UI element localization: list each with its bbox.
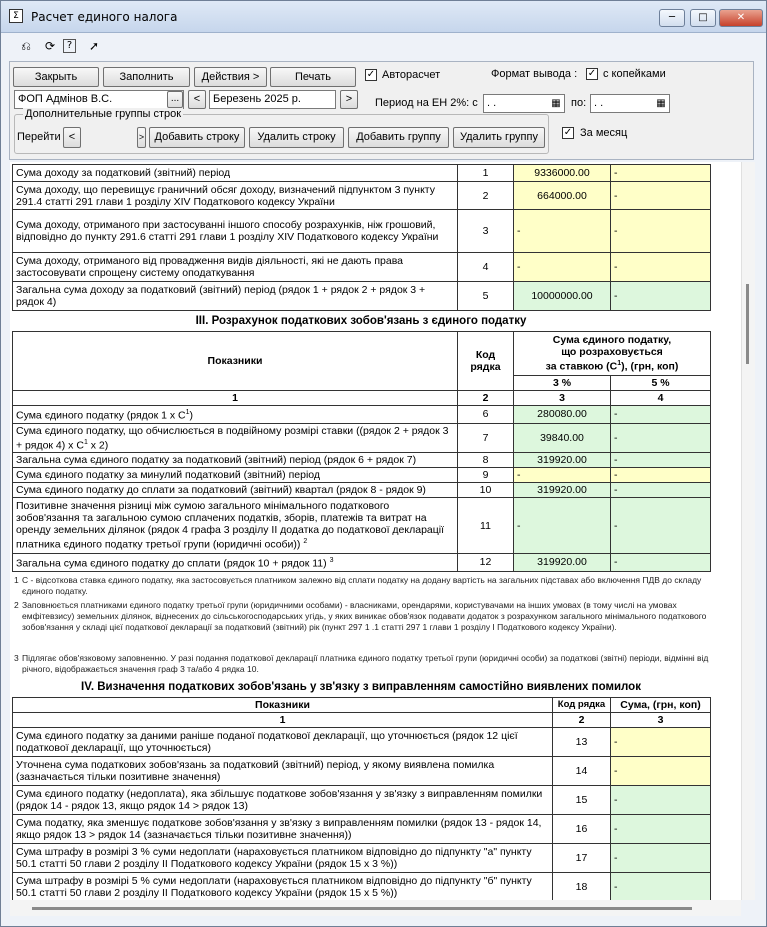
row-label: Сума податку, яка зменшує податкове зобов'язання у зв'язку з виправленням помилки (рядок 13 - рядок 14, якщо рядок 13 > рядок 14 (зазначається тільки позитивне значення)) (13, 815, 553, 844)
table-row (13, 728, 711, 757)
footnote-ref: 1 (185, 409, 190, 416)
row-code: 4 (458, 253, 514, 282)
row-label: Сума доходу за податковий (звітний) період (13, 165, 458, 182)
col-code-text: Код рядка (470, 349, 501, 373)
row-code: 13 (553, 728, 611, 757)
row-code: 5 (458, 282, 514, 311)
add-group-button[interactable]: Добавить группу (348, 127, 449, 148)
close-window-button[interactable]: ✕ (719, 9, 763, 27)
value-3pct-cell: 319920.00 (514, 483, 611, 498)
footnote-number: 3 (14, 653, 19, 663)
footnote-1 (12, 575, 710, 597)
row-code: 3 (458, 210, 514, 253)
footnote-text: Підлягає обов'язковому заповненню. У разі подання податкової декларації платника єдиного податку третьої групи (юридичні особи) за податкові (звітні) періоди, відмінні від річного, відображається значення граф 3 та/або 4 рядка 10. (22, 653, 709, 674)
table-row (13, 210, 711, 253)
row-label (13, 498, 458, 554)
footnote-number: 1 (14, 575, 19, 585)
value-3pct-cell: 319920.00 (514, 554, 611, 572)
col-number: 3 (514, 391, 611, 406)
row-code: 2 (458, 182, 514, 210)
vertical-scrollbar[interactable] (741, 162, 755, 900)
sum-cell: - (611, 786, 711, 815)
period-next-button[interactable]: > (340, 90, 358, 109)
period-field[interactable] (209, 90, 336, 109)
value-5pct-cell: - (611, 498, 711, 554)
tool-panel (9, 61, 754, 160)
row-code: 16 (553, 815, 611, 844)
row-label: Сума єдиного податку за даними раніше поданої податкової декларації, що уточнюється (рядок 12 цієї податкової декларації, що уточнюється) (13, 728, 553, 757)
to-label: по: (571, 97, 587, 109)
date-to-value: . . (594, 97, 604, 109)
row-label: Сума штрафу в розмірі 3 % суми недоплати (нараховується платником відповідно до підпункту "а" пункту 50.1 статті 50 глави 2 розділу ІІ Податкового кодексу України (рядок 15 х 3 %)) (13, 844, 553, 873)
row-code: 8 (458, 453, 514, 468)
row-label: Сума доходу, отриманого при застосуванні іншого способу розрахунків, ніж грошовий, відповідно до пункту 291.6 статті 291 глави 1 розділу XIV Податкового кодексу України (13, 210, 458, 253)
period-value: Березень 2025 р. (213, 93, 301, 105)
col-sum-line3b: ), (грн, коп) (621, 360, 679, 373)
kopecks-checkbox[interactable]: ✓ (587, 68, 597, 79)
calendar-icon[interactable]: ▦ (656, 98, 666, 109)
row-label (13, 406, 458, 424)
delete-row-button[interactable]: Удалить строку (249, 127, 344, 148)
help-icon[interactable]: ? (63, 39, 76, 53)
value-5pct-cell: - (611, 423, 711, 453)
sum-cell: - (611, 844, 711, 873)
row-label: Уточнена сума податкових зобов'язань за податковий (звітний) період, у якому виявлена помилка (зазначається тільки позитивне значення) (13, 757, 553, 786)
autocalc-checkbox[interactable]: ✓ (366, 69, 376, 80)
footnote-2 (12, 600, 710, 633)
redo-icon[interactable]: ⟳ (44, 39, 56, 53)
row-code: 17 (553, 844, 611, 873)
col-number: 4 (611, 391, 711, 406)
table-row (13, 483, 711, 498)
row-label-tail: х 2) (87, 439, 109, 451)
row-label (13, 554, 458, 572)
value-5pct-cell: - (611, 282, 711, 311)
monthly-checkbox[interactable]: ✓ (563, 127, 573, 138)
app-icon: Σ (9, 9, 23, 23)
row-code: 6 (458, 406, 514, 424)
value-3pct-cell[interactable]: - (514, 210, 611, 253)
table-row (13, 253, 711, 282)
col-sum-line2: що розраховується (561, 346, 663, 359)
section3-title: III. Розрахунок податкових зобов'язань з єдиного податку (195, 315, 527, 327)
col-sum-header (514, 332, 711, 376)
undo-icon[interactable]: ⎌ (21, 39, 31, 53)
value-5pct-cell: - (611, 483, 711, 498)
table-row (13, 815, 711, 844)
section4-title: IV. Визначення податкових зобов'язань у зв'язку з виправленням самостійно виявлених помилок (81, 681, 641, 693)
value-3pct-cell[interactable]: 9336000.00 (514, 165, 611, 182)
table-row (13, 406, 711, 424)
value-5pct-cell: - (611, 406, 711, 424)
col-number: 1 (13, 713, 553, 728)
actions-button[interactable]: Действия > (194, 67, 267, 87)
col-number: 1 (13, 391, 458, 406)
row-label: Сума доходу, отриманого від провадження видів діяльності, які не дають права застосовувати спрощену систему оподаткування (13, 253, 458, 282)
table-row (13, 165, 711, 182)
row-code: 1 (458, 165, 514, 182)
row-label (13, 423, 458, 453)
sum-cell: - (611, 873, 711, 901)
date-from-field[interactable] (483, 94, 565, 113)
table-row (13, 873, 711, 901)
row-label: Загальна сума єдиного податку за податковий (звітний) період (рядок 6 + рядок 7) (13, 453, 458, 468)
calendar-icon[interactable]: ▦ (551, 98, 561, 109)
row-label-tail: ) (189, 409, 194, 422)
add-row-button[interactable]: Добавить строку (149, 127, 245, 148)
value-3pct-cell: 319920.00 (514, 453, 611, 468)
table-row (13, 453, 711, 468)
row-label: Сума доходу, що перевищує граничний обсяг доходу, визначений підпунктом 3 пункту 291.4 статті 291 глави 1 розділу XIV Податкового кодексу України (13, 182, 458, 210)
period-2pct-label: Период на ЕН 2%: с (375, 97, 478, 109)
col-number: 2 (458, 391, 514, 406)
section3-table (12, 331, 711, 572)
value-3pct-cell[interactable]: - (514, 253, 611, 282)
table-row (13, 498, 711, 554)
section4-table (12, 697, 711, 900)
entity-select-button[interactable]: ... (167, 91, 183, 108)
icon-toolbar (1, 33, 766, 59)
value-3pct-cell[interactable]: 664000.00 (514, 182, 611, 210)
sum-cell[interactable]: - (611, 757, 711, 786)
row-label: Сума єдиного податку за минулий податковий (звітний) період (13, 468, 458, 483)
rate-3pct-header: 3 % (514, 376, 611, 391)
col-sum-header: Сума, (грн, коп) (611, 698, 711, 713)
row-label: Сума єдиного податку до сплати за податковий (звітний) квартал (рядок 8 - рядок 9) (13, 483, 458, 498)
monthly-label: За месяц (580, 127, 628, 139)
print-button[interactable]: Печать (270, 67, 356, 87)
section2-table (12, 164, 711, 311)
table-row (13, 423, 711, 453)
col-number: 3 (611, 713, 711, 728)
entity-field[interactable] (14, 90, 184, 109)
col-code-header: Код рядка (553, 698, 611, 713)
table-row (13, 757, 711, 786)
minimize-button[interactable]: ─ (659, 9, 685, 27)
delete-group-button[interactable]: Удалить группу (453, 127, 545, 148)
table-row (13, 844, 711, 873)
vertical-scroll-thumb[interactable] (746, 284, 749, 364)
col-indicators-header: Показники (13, 332, 458, 391)
col-sum-line3a: за ставкою (С (545, 360, 618, 373)
table-row (13, 282, 711, 311)
row-label-text: Сума єдиного податку (рядок 1 х С (16, 409, 186, 422)
footnote-text: С - відсоткова ставка єдиного податку, яка застосовується платником залежно від сплати податку на додану вартість на загальних підставах або включення ПДВ до складу єдиного податку. (22, 575, 702, 596)
declaration-content (10, 162, 741, 900)
row-label-text: Позитивне значення різниці між сумою загального мінімального податкового зобов'язання та загальною сумою сплачених податків, зборів, платежів та витрат на оренду земельних ділянок (рядок 4 графа 3 розділу ІІ додатка до податкової декларації платника єдиного податку третьої групи (юридичні особи)) (16, 500, 445, 551)
row-code: 12 (458, 554, 514, 572)
row-code: 11 (458, 498, 514, 554)
row-code: 7 (458, 423, 514, 453)
horizontal-scroll-thumb[interactable] (32, 907, 692, 910)
value-5pct-cell[interactable]: - (611, 165, 711, 182)
period-prev-button[interactable]: < (188, 90, 206, 109)
footnote-ref: 1 (617, 360, 622, 368)
window-title: Расчет единого налога (31, 10, 178, 24)
value-3pct-cell: - (514, 498, 611, 554)
title-bar[interactable] (1, 1, 766, 33)
row-label-text: Сума єдиного податку, що обчислюється в подвійному розмірі ставки ((рядок 2 + рядок 3 + рядок 4) х С (16, 424, 449, 451)
table-row (13, 554, 711, 572)
footnote-ref: 3 (329, 557, 334, 564)
row-code: 18 (553, 873, 611, 901)
date-from-value: . . (487, 97, 497, 109)
footnote-number: 2 (14, 600, 19, 610)
table-row (13, 182, 711, 210)
row-groups-box (14, 108, 549, 154)
col-number: 2 (553, 713, 611, 728)
col-indicators-header: Показники (13, 698, 553, 713)
col-code-header (458, 332, 514, 391)
pointer-help-icon[interactable]: ➚ (88, 39, 100, 53)
row-code: 14 (553, 757, 611, 786)
value-5pct-cell[interactable]: - (611, 253, 711, 282)
footnote-text: Заповнюється платниками єдиного податку третьої групи (юридичними особами) - власниками, орендарями, користувачами на інших умовах (в тому числі на умовах емфітевзису) земельних ділянок, віднесених до сільськогосподарських угідь, у яких виникає обов'язок подавати додаток з розрахунком загального мінімального податкового зобов'язання у складі цієї податкової декларації за податковий (звітний) рік (пункт 297 1 .1 статті 297 1 глави 1 розділу І Податкового кодексу України). (22, 600, 707, 632)
kopecks-label: с копейками (603, 68, 666, 80)
goto-prev-button[interactable]: < (63, 127, 81, 148)
sum-cell[interactable]: - (611, 728, 711, 757)
row-groups-title: Дополнительные группы строк (25, 108, 182, 120)
date-to-field[interactable] (590, 94, 670, 113)
close-button[interactable]: Закрыть (13, 67, 99, 87)
row-code: 9 (458, 468, 514, 483)
value-3pct-cell: 280080.00 (514, 406, 611, 424)
row-label-text: Загальна сума єдиного податку до сплати (рядок 10 + рядок 11) (16, 557, 327, 570)
value-3pct-cell: 10000000.00 (514, 282, 611, 311)
output-format-label: Формат вывода : (491, 68, 578, 80)
value-5pct-cell: - (611, 453, 711, 468)
sum-cell: - (611, 815, 711, 844)
entity-value: ФОП Адмінов В.С. (18, 93, 113, 105)
table-row (13, 468, 711, 483)
value-5pct-cell: - (611, 554, 711, 572)
value-5pct-cell[interactable]: - (611, 468, 711, 483)
row-code: 15 (553, 786, 611, 815)
col-sum-line1: Сума єдиного податку, (552, 334, 672, 347)
row-label: Сума штрафу в розмірі 5 % суми недоплати (нараховується платником відповідно до підпункту "б" пункту 50.1 статті 50 глави 2 розділу ІІ Податкового кодексу України (рядок 15 х 5 %)) (13, 873, 553, 901)
maximize-button[interactable]: □ (690, 9, 716, 27)
footnote-ref: 2 (303, 538, 308, 546)
goto-next-button[interactable]: > (137, 127, 146, 148)
footnote-3 (12, 653, 710, 675)
table-row (13, 786, 711, 815)
horizontal-scrollbar[interactable] (10, 900, 741, 916)
row-label: Загальна сума доходу за податковий (звітний) період (рядок 1 + рядок 2 + рядок 3 + рядок 4) (13, 282, 458, 311)
value-5pct-cell[interactable]: - (611, 182, 711, 210)
goto-label: Перейти (17, 131, 61, 143)
fill-button[interactable]: Заполнить (103, 67, 190, 87)
value-3pct-cell: 39840.00 (514, 423, 611, 453)
autocalc-label: Авторасчет (382, 69, 441, 81)
row-label: Сума єдиного податку (недоплата), яка збільшує податкове зобов'язання у зв'язку з виправленням помилки (рядок 14 - рядок 13, якщо рядок 14 > рядок 13) (13, 786, 553, 815)
row-code: 10 (458, 483, 514, 498)
rate-5pct-header: 5 % (611, 376, 711, 391)
footnote-ref: 1 (83, 438, 88, 446)
value-3pct-cell[interactable]: - (514, 468, 611, 483)
value-5pct-cell[interactable]: - (611, 210, 711, 253)
